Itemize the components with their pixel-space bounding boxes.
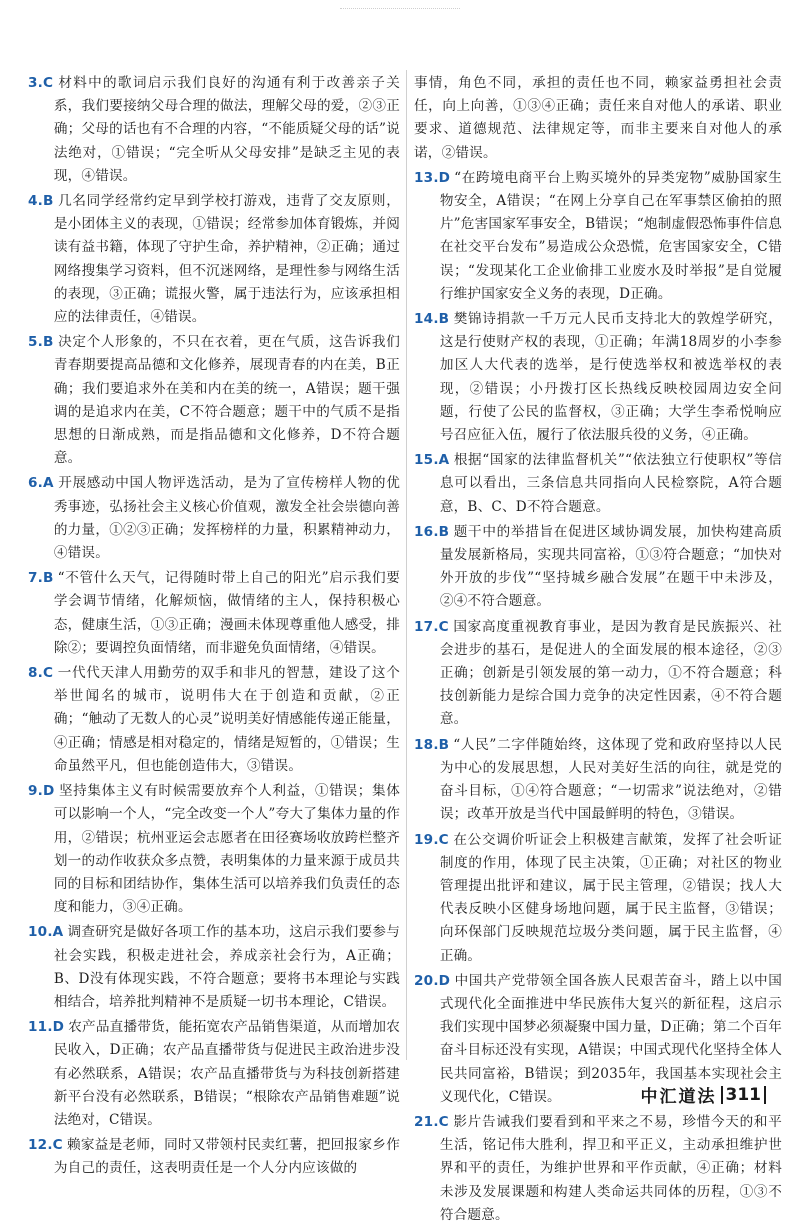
answer-explanation: 题干中的举措旨在促进区域协调发展，加快构建高质量发展新格局，实现共同富裕，①③符合题意；“加快对外开放的步伐”“坚持城乡融合发展”在题干中未涉及，②④不符合题意。 [439, 523, 782, 610]
answer-number: 9.D [28, 783, 55, 800]
answer-explanation: 坚持集体主义有时候需要放弃个人利益，①错误；集体可以影响一个人，“完全改变一个人”夸大了集体力量的作用，②错误；杭州亚运会志愿者在田径赛场收放跨栏整齐划一的动作收获众多点赞，表明集体的力量来源于成员共同的目标和团结协作，集体生活可以培养我们负责任的态度和能力，③④正确。 [53, 783, 400, 916]
answer-item [414, 167, 782, 306]
answer-item [414, 72, 782, 165]
answer-number: 16.B [414, 523, 450, 540]
answer-item [28, 1016, 400, 1132]
answer-item [28, 780, 400, 919]
answer-explanation: 材料中的歌词启示我们良好的沟通有利于改善亲子关系，我们要接纳父母合理的做法，理解父母的爱，②③正确；父母的话也有不合理的内容，“不能质疑父母的话”说法绝对，①错误；“完全听从父母安排”是缺乏主见的表现，④错误。 [53, 75, 400, 184]
column-divider [406, 70, 407, 1060]
answer-item [414, 1111, 782, 1227]
answer-explanation: 开展感动中国人物评选活动，是为了宣传榜样人物的优秀事迹，弘扬社会主义核心价值观，激发全社会崇德向善的力量，①②③正确；发挥榜样的力量，积累精神动力，④错误。 [53, 475, 400, 562]
answer-explanation: 调查研究是做好各项工作的基本功，这启示我们要参与社会实践，积极走进社会，养成亲社会行为，A正确；B、D没有体现实践，不符合题意；要将书本理论与实践相结合，培养批判精神不是质疑一切书本理论，C错误。 [53, 924, 400, 1010]
answer-explanation: 樊锦诗捐款一千万元人民币支持北大的敦煌学研究，这是行使财产权的表现，①正确；年满18周岁的小李参加区人大代表的选举，是行使选举权和被选举权的表现，②错误；小丹拨打区长热线反映校园周边安全问题，行使了公民的监督权，③正确；大学生李希悦响应号召应征入伍，履行了依法服兵役的义务，④正确。 [439, 311, 782, 444]
answer-explanation: 决定个人形象的，不只在衣着，更在气质，这告诉我们青春期要提高品德和文化修养，展现青春的内在美，B正确；我们要追求外在美和内在美的统一，A错误；题干强调的是追求内在美，C不符合题意；题干中的气质不是指思想的日渐成熟，而是指品德和文化修养，D不符合题意。 [53, 334, 400, 467]
answer-explanation: 根据“国家的法律监督机关”“依法独立行使职权”等信息可以看出，三条信息共同指向人民检察院，A符合题意，B、C、D不符合题意。 [439, 452, 782, 515]
answer-item [28, 72, 400, 188]
answer-number: 7.B [28, 570, 54, 587]
answer-item [414, 734, 782, 827]
answer-number: 10.A [28, 924, 64, 941]
answer-explanation: 赖家益是老师，同时又带领村民卖红薯，把回报家乡作为自己的责任，这表明责任是一个人分内应该做的 [53, 1137, 400, 1177]
answer-explanation: 国家高度重视教育事业，是因为教育是民族振兴、社会进步的基石，是促进人的全面发展的根本途径，②③正确；创新是引领发展的第一动力，①不符合题意；科技创新能力是综合国力竞争的决定性因素，④不符合题意。 [439, 618, 782, 728]
answer-number: 4.B [28, 193, 54, 210]
answer-number: 19.C [414, 831, 449, 848]
answer-explanation: 中国共产党带领全国各族人民艰苦奋斗，踏上以中国式现代化全面推进中华民族伟大复兴的新征程，这启示我们实现中国梦必须凝聚中国力量，D正确；第二个百年奋斗目标还没有实现，A错误；中国式现代化坚持全体人民共同富裕，B错误；到2035年，我国基本实现社会主义现代化，C错误。 [439, 972, 782, 1105]
answer-explanation: “不管什么天气，记得随时带上自己的阳光”启示我们要学会调节情绪，化解烦恼，做情绪的主人，保持积极心态，健康生活，①③正确；漫画未体现尊重他人感受，排除②；要调控负面情绪，而非避免负面情绪，④错误。 [53, 570, 400, 656]
answer-item [414, 449, 782, 519]
page-footer [641, 1082, 767, 1107]
answer-item [28, 190, 400, 329]
answer-number: 3.C [28, 75, 54, 91]
answer-item [414, 521, 782, 614]
page-number: 311 [721, 1086, 767, 1104]
answer-explanation: 事情，角色不同，承担的责任也不同，赖家益勇担社会责任，向上向善，①③④正确；责任来自对他人的承诺、职业要求、道德规范、法律规定等，而非主要来自对他人的承诺，②错误。 [414, 75, 782, 161]
answer-explanation: 农产品直播带货，能拓宽农产品销售渠道，从而增加农民收入，D正确；农产品直播带货与促进民主政治进步没有必然联系，A错误；农产品直播带货与为科技创新搭建新平台没有必然联系，B错误；“根除农产品销售难题”说法绝对，C错误。 [53, 1019, 400, 1128]
footer-brand: 中汇道法 [640, 1087, 717, 1107]
answer-item [28, 331, 400, 470]
answer-explanation: 一代代天津人用勤劳的双手和非凡的智慧，建设了这个举世闻名的城市，说明伟大在于创造和贡献，②正确；“触动了无数人的心灵”说明美好情感能传递正能量，④正确；情感是相对稳定的，情绪是短暂的，①错误；生命虽然平凡，但也能创造伟大，③错误。 [53, 665, 400, 774]
answer-column-left [28, 72, 400, 1183]
answer-number: 13.D [414, 169, 451, 186]
answer-item [28, 567, 400, 660]
answer-number: 8.C [28, 665, 54, 682]
answer-number: 21.C [414, 1113, 449, 1130]
answer-number: 11.D [28, 1019, 65, 1036]
answer-column-right [414, 72, 782, 1229]
answer-explanation: 在公交调价听证会上积极建言献策，发挥了社会听证制度的作用，体现了民主决策，①正确；对社区的物业管理提出批评和建议，属于民主管理，②错误；找人大代表反映小区健身场地问题，属于民主监督，③错误；向环保部门反映规范垃圾分类问题，属于民主监督，④正确。 [439, 831, 782, 964]
answer-number: 20.D [414, 972, 451, 989]
answer-number: 15.A [414, 452, 450, 469]
answer-number: 18.B [414, 736, 450, 753]
top-rule [340, 8, 460, 9]
answer-item [414, 308, 782, 447]
answer-explanation: 几名同学经常约定早到学校打游戏，违背了交友原则，是小团体主义的表现，①错误；经常参加体育锻炼，并阅读有益书籍，体现了守护生命，养护精神，②正确；通过网络搜集学习资料，但不沉迷网络，是理性参与网络生活的表现，③正确；谎报火警，属于违法行为，应该承担相应的法律责任，④错误。 [53, 193, 400, 326]
answer-number: 5.B [28, 334, 54, 351]
answer-explanation: “人民”二字伴随始终，这体现了党和政府坚持以人民为中心的发展思想，人民对美好生活的向往，就是党的奋斗目标，①④符合题意；“一切需求”说法绝对，②错误；改革开放是当代中国最鲜明的特色，③错误。 [439, 736, 782, 823]
answer-number: 12.C [28, 1137, 63, 1154]
answer-number: 6.A [28, 475, 54, 492]
answer-item [28, 472, 400, 565]
answer-explanation: 影片告诫我们要看到和平来之不易，珍惜今天的和平生活，铭记伟大胜利，捍卫和平正义，主动承担维护世界和平的责任，为维护世界和平作贡献，④正确；材料未涉及发展课题和构建人类命运共同体的历程，①③不符合题意。 [439, 1113, 782, 1223]
answer-number: 17.C [414, 618, 449, 635]
answer-item [414, 829, 782, 968]
answer-item [414, 616, 782, 732]
answer-item [28, 662, 400, 778]
answer-item [28, 921, 400, 1014]
answer-number: 14.B [414, 311, 450, 328]
answer-explanation: “在跨境电商平台上购买境外的异类宠物”威胁国家生物安全，A错误；“在网上分享自己在军事禁区偷拍的照片”危害国家军事安全，B错误；“炮制虚假恐怖事件信息在社交平台发布”易造成公众恐慌，危害国家安全，C错误；“发现某化工企业偷排工业废水及时举报”是自觉履行维护国家安全义务的表现，D正确。 [439, 169, 782, 302]
answer-item [28, 1134, 400, 1180]
